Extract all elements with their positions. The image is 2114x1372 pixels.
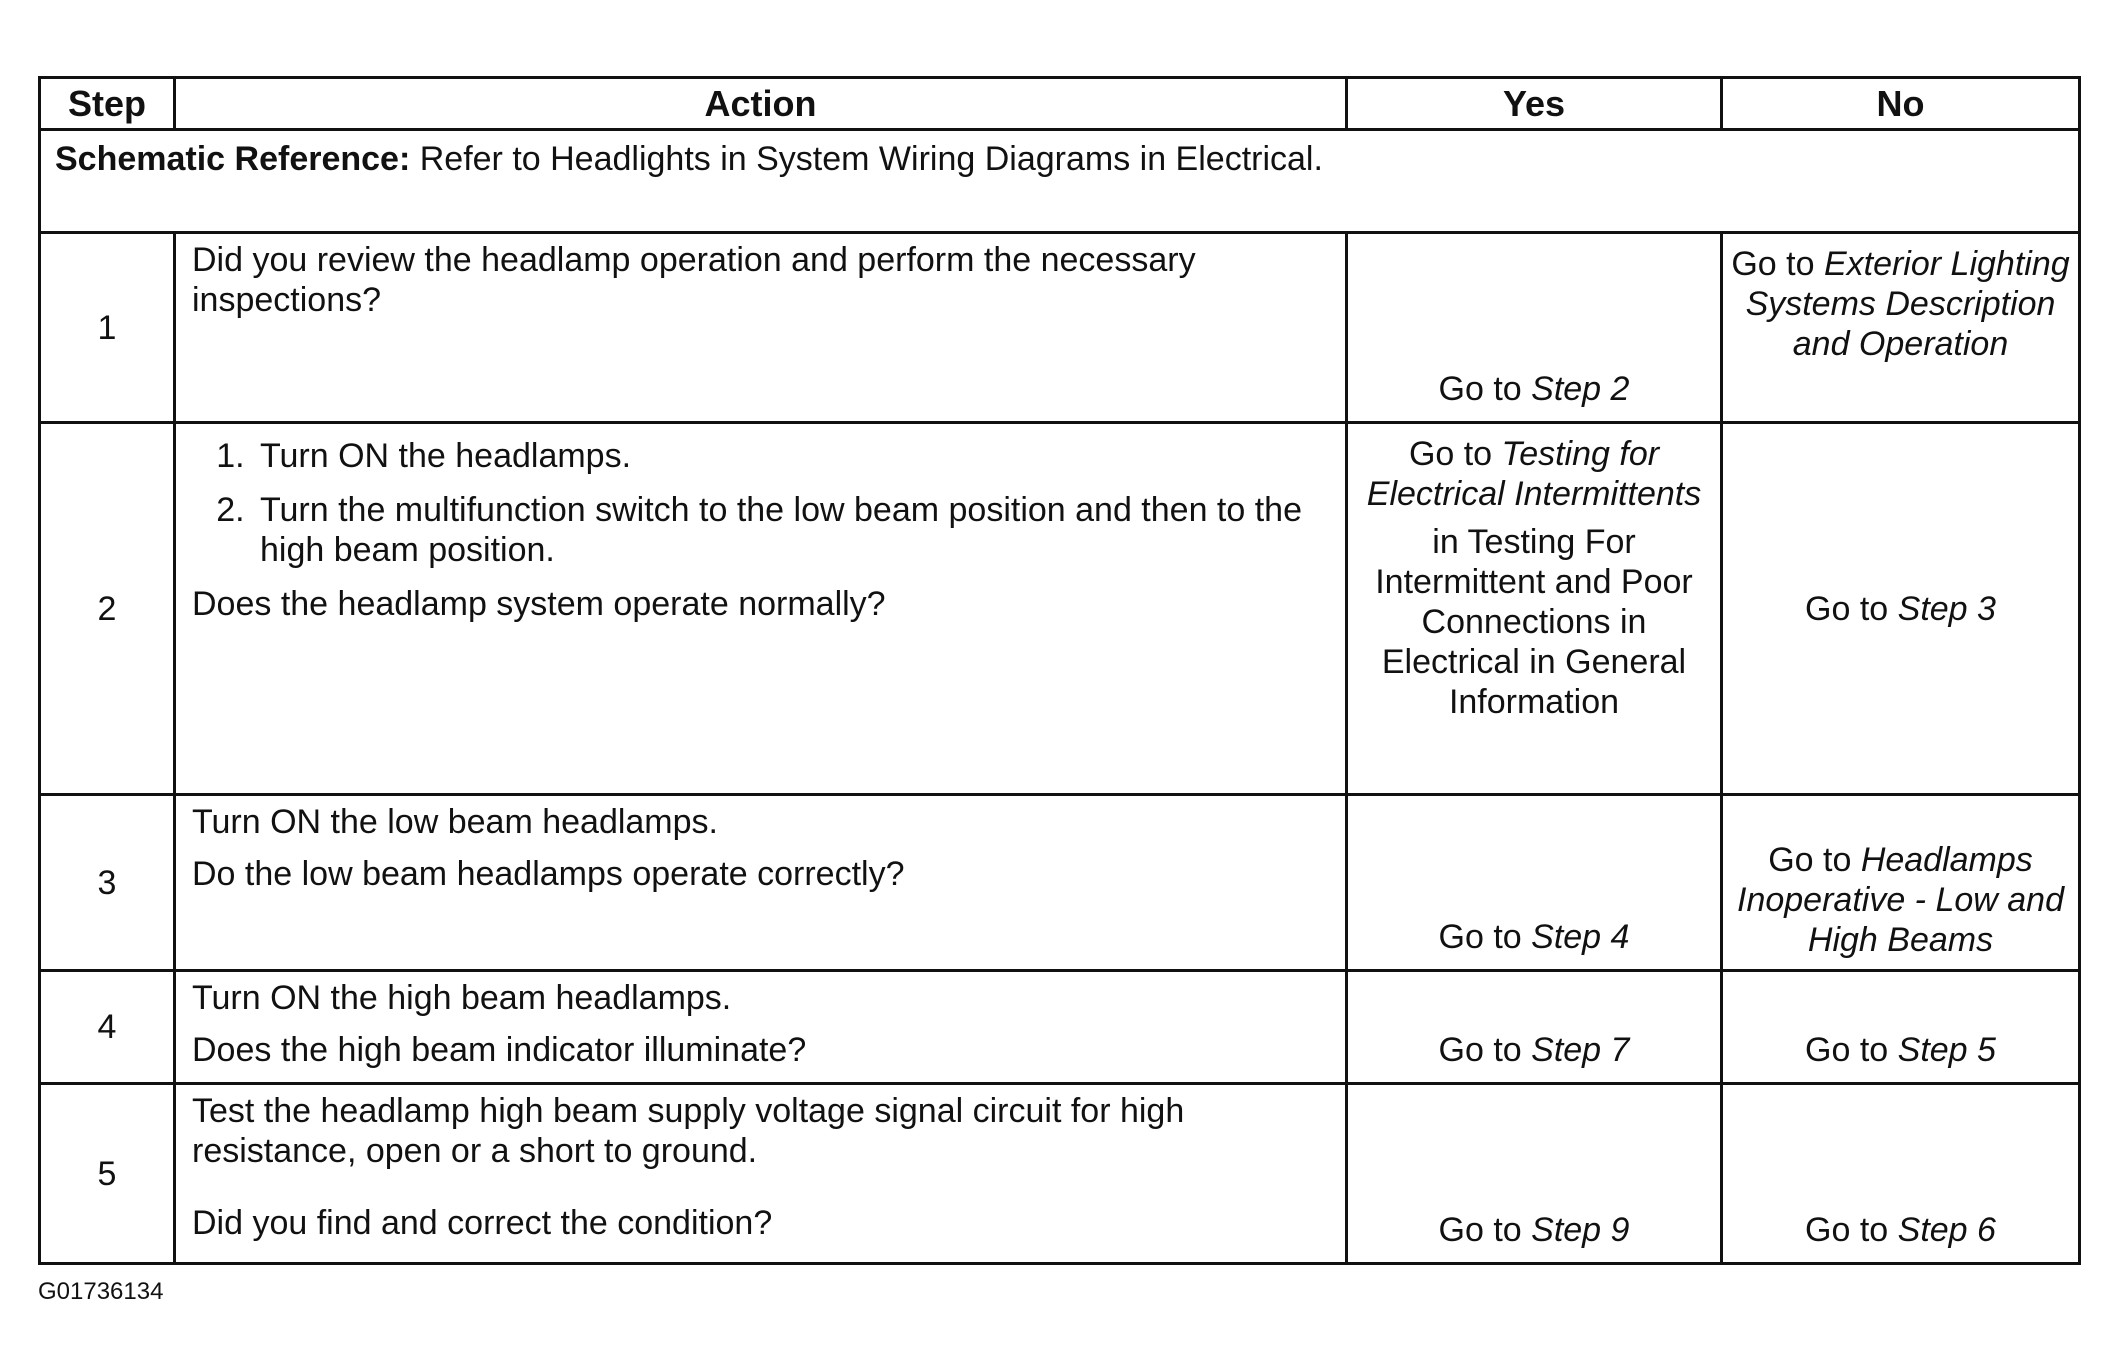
step-number: 3	[40, 795, 175, 971]
yes-suffix: in Testing For Intermittent and Poor Connections in Electrical in General Information	[1375, 523, 1693, 721]
reference-row	[40, 130, 2080, 233]
action-cell	[175, 233, 1347, 423]
action-line: Does the headlamp system operate normally?	[192, 585, 886, 623]
action-cell	[175, 971, 1347, 1084]
action-line: Test the headlamp high beam supply voltage signal circuit for high resistance, open or a short to ground.	[192, 1092, 1185, 1170]
no-cell	[1722, 233, 2080, 423]
table-row	[40, 795, 2080, 971]
no-prefix: Go to	[1805, 1211, 1898, 1249]
action-line: Did you find and correct the condition?	[192, 1204, 773, 1242]
no-link[interactable]: Step 6	[1897, 1211, 1996, 1249]
figure-code: G01736134	[38, 1278, 164, 1305]
action-line: Did you review the headlamp operation and perform the necessary inspections?	[192, 241, 1196, 319]
yes-link[interactable]: Step 4	[1531, 918, 1630, 956]
no-cell	[1722, 971, 2080, 1084]
step-number: 5	[40, 1084, 175, 1264]
no-cell	[1722, 423, 2080, 795]
no-prefix: Go to	[1805, 1031, 1898, 1069]
action-cell	[175, 423, 1347, 795]
no-prefix: Go to	[1731, 245, 1824, 283]
yes-cell	[1347, 1084, 1722, 1264]
action-line: Turn ON the high beam headlamps.	[192, 979, 732, 1017]
header-row	[40, 78, 2080, 130]
reference-label: Schematic Reference:	[55, 140, 411, 178]
yes-prefix: Go to	[1438, 1211, 1532, 1249]
step-number: 2	[40, 423, 175, 795]
header-no: No	[1722, 78, 2080, 130]
yes-link[interactable]: Step 7	[1531, 1031, 1630, 1069]
header-yes: Yes	[1347, 78, 1722, 130]
yes-link[interactable]: Step 9	[1531, 1211, 1630, 1249]
step-number: 1	[40, 233, 175, 423]
no-prefix: Go to	[1805, 589, 1898, 628]
no-link[interactable]: Step 5	[1897, 1031, 1996, 1069]
action-line: Does the high beam indicator illuminate?	[192, 1031, 807, 1069]
action-list-item: 2. Turn the multifunction switch to the low beam position and then to the high beam position.	[254, 490, 1329, 570]
schematic-reference	[40, 130, 2080, 233]
table-row	[40, 423, 2080, 795]
yes-prefix: Go to	[1408, 435, 1502, 473]
action-line: Do the low beam headlamps operate correctly?	[192, 855, 905, 893]
header-step: Step	[40, 78, 175, 130]
action-line: Turn ON the low beam headlamps.	[192, 803, 718, 841]
yes-prefix: Go to	[1438, 370, 1532, 408]
yes-cell	[1347, 971, 1722, 1084]
yes-cell	[1347, 423, 1722, 795]
no-prefix: Go to	[1768, 841, 1861, 879]
action-cell	[175, 1084, 1347, 1264]
table-row	[40, 971, 2080, 1084]
action-cell	[175, 795, 1347, 971]
no-cell	[1722, 795, 2080, 971]
no-link[interactable]: Headlamps Inoperative - Low and High Beams	[1737, 841, 2064, 959]
no-cell	[1722, 1084, 2080, 1264]
yes-cell	[1347, 233, 1722, 423]
yes-link[interactable]: Step 2	[1531, 370, 1630, 408]
step-number: 4	[40, 971, 175, 1084]
table-row	[40, 1084, 2080, 1264]
no-link[interactable]: Step 3	[1897, 589, 1996, 628]
header-action: Action	[175, 78, 1347, 130]
yes-prefix: Go to	[1438, 918, 1532, 956]
diagnostic-table	[38, 76, 2081, 1265]
action-list	[192, 436, 1329, 570]
table-row	[40, 233, 2080, 423]
yes-cell	[1347, 795, 1722, 971]
action-list-item: 1. Turn ON the headlamps.	[254, 436, 1329, 476]
yes-link[interactable]: Testing for Electrical Intermittents	[1366, 435, 1702, 513]
no-link[interactable]: Exterior Lighting Systems Description and Operation	[1745, 245, 2070, 363]
yes-prefix: Go to	[1438, 1031, 1532, 1069]
reference-text: Refer to Headlights in System Wiring Diagrams in Electrical.	[419, 140, 1323, 178]
